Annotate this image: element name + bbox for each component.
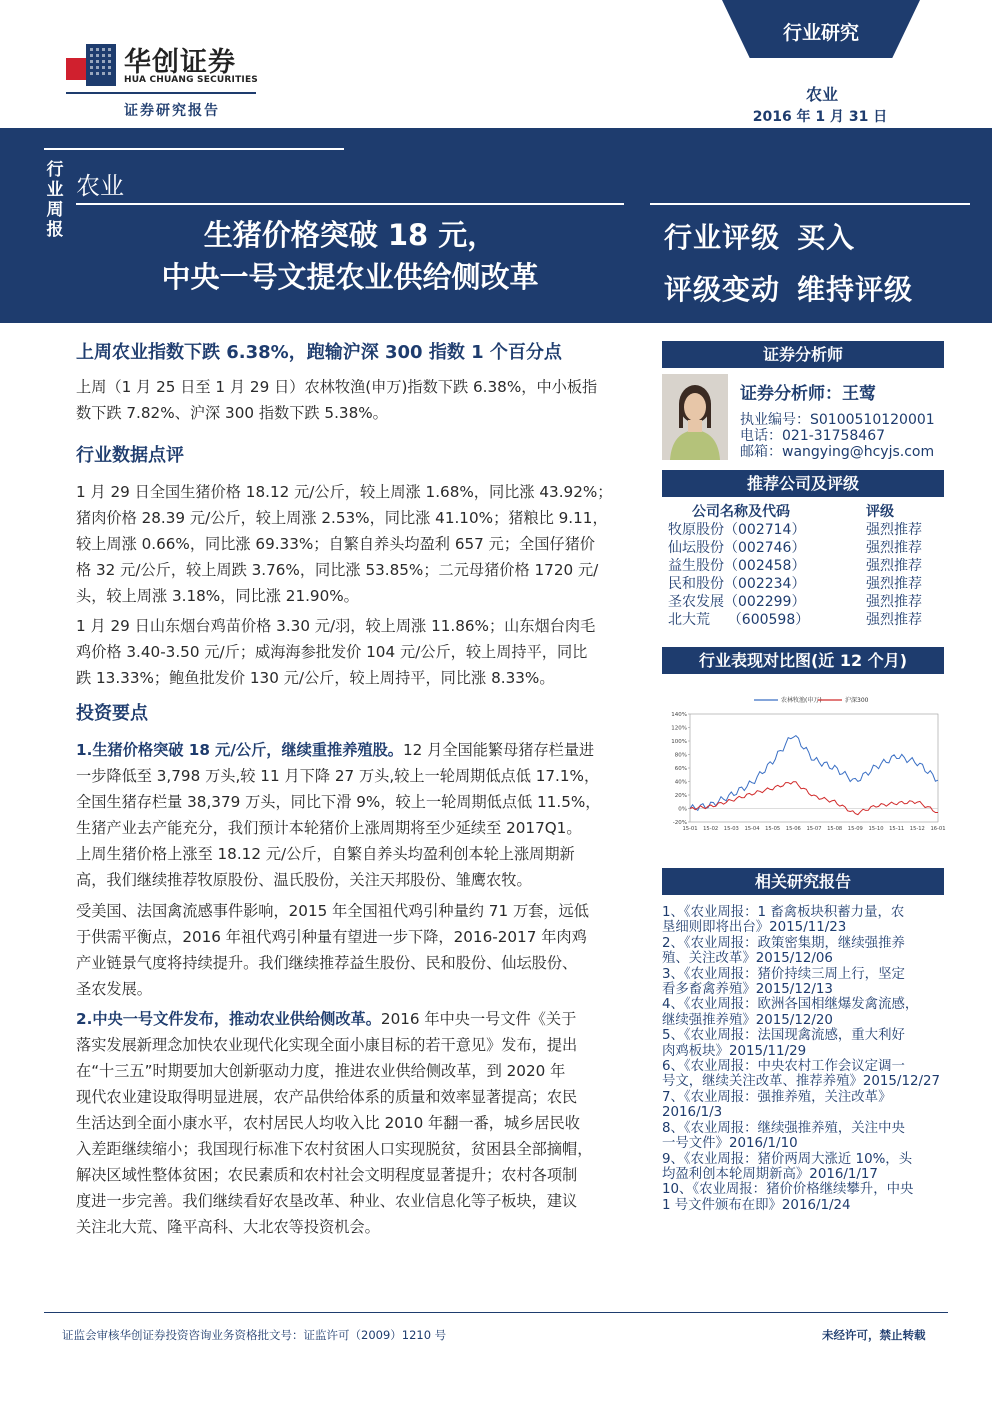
report-item-title[interactable]: 5、《农业周报：法国现禽流感，重大利好 [662,1028,905,1044]
footer-license: 证监会审核华创证券投资咨询业务资格批文号：证监许可（2009）1210 号 [62,1328,447,1342]
performance-chart [662,688,944,858]
x-tick-label: 15-02 [703,826,719,832]
report-item-date[interactable]: 2016/1/3 [662,1105,723,1121]
investment-point-1 [76,737,624,893]
table-row [668,575,938,593]
banner-rule-top [44,148,344,150]
report-item-title[interactable]: 4、《农业周报：欧洲各国相继爆发禽流感， [662,997,919,1013]
text-span: 12 月全国能繁母猪存栏量进 [402,741,595,759]
report-type-label: 证券研究报告 [124,103,220,119]
report-item-date[interactable]: 一号文件》2016/1/10 [662,1136,798,1152]
y-tick-label: 20% [674,793,687,799]
plot-frame [690,714,938,822]
report-item-date[interactable]: 均盈利创本轮周期新高》2016/1/17 [662,1166,878,1182]
report-item-date[interactable]: 继续强推养殖》2015/12/20 [662,1012,833,1028]
text-line: 生活达到全面小康水平，农村居民人均收入比 2010 年翻一番，城乡居民收 [76,1114,580,1132]
text-line: 跌 13.33%；鲍鱼批发价 130 元/公斤，较上周持平，同比涨 8.33%。 [76,669,555,687]
table-header [668,503,938,521]
analyst-box-title: 证券分析师 [662,341,944,368]
x-tick-label: 15-01 [682,826,698,832]
text-line: 数下跌 7.82%、沪深 300 指数下跌 5.38%。 [76,404,388,422]
category-tab-label: 行业研究 [782,22,859,44]
stock-rating: 强烈推荐 [866,576,922,592]
point-2-heading: 2.中央一号文件发布，推动农业供给侧改革。 [76,1010,381,1028]
text-line: 上周生猪价格上涨至 18.12 元/公斤，自繁自养头均盈利创本轮上涨周期新 [76,845,575,863]
stock-name: 民和股份（002234） [668,576,806,592]
text-line: 受美国、法国禽流感事件影响，2015 年全国祖代鸡引种量约 71 万套，远低 [76,902,589,920]
footer-divider [44,1312,948,1313]
table-row [668,521,938,539]
analyst-portrait-icon [662,374,728,460]
text-line: 关注北大荒、隆平高科、大北农等投资机会。 [76,1218,380,1236]
y-tick-label: -20% [672,820,687,826]
intro-paragraph [76,374,624,426]
header-sector: 农业 [805,85,838,104]
y-tick-label: 100% [671,739,687,745]
stock-table [668,503,938,629]
analyst-photo [662,374,728,460]
table-row [668,611,938,629]
text-line: 1 月 29 日全国生猪价格 18.12 元/公斤，较上周涨 1.68%，同比涨 43.92%； [76,483,613,501]
vertical-char: 报 [46,220,64,240]
x-tick-label: 15-03 [723,826,739,832]
stock-name: 圣农发展（002299） [668,594,806,610]
rating-label: 行业评级 [664,221,781,254]
x-tick-label: 15-06 [785,826,801,832]
text-line: 上周（1 月 25 日至 1 月 29 日）农林牧渔(申万)指数下跌 6.38%，中小板指 [76,378,598,396]
text-line: 高，我们继续推荐牧原股份、温氏股份，关注天邦股份、雏鹰农牧。 [76,871,532,889]
report-item-date[interactable]: 看多畜禽养殖》2015/12/13 [662,982,833,998]
investment-poultry-paragraph [76,898,624,1002]
report-list [662,905,944,1213]
x-tick-label: 15-04 [744,826,760,832]
banner-rule-right [650,203,970,205]
report-item-title[interactable]: 8、《农业周报：继续强推养殖，关注中央 [662,1120,905,1136]
report-kind-vertical [44,160,66,240]
reports-box-title: 相关研究报告 [662,868,944,895]
x-tick-label: 16-01 [930,826,946,832]
stock-rating: 强烈推荐 [866,612,922,628]
stocks-box-title: 推荐公司及评级 [662,470,944,497]
x-tick-label: 15-10 [868,826,884,832]
analyst-name: 证券分析师：王莺 [740,384,876,404]
table-row [668,557,938,575]
perf-box-title: 行业表现对比图(近 12 个月) [662,647,944,674]
stock-name: 仙坛股份（002746） [668,540,806,556]
text-line: 头，较上周涨 3.18%，同比涨 21.90%。 [76,587,359,605]
report-item-date[interactable]: 垦细则即将出台》2015/11/23 [662,920,847,936]
report-item-date[interactable]: 肉鸡板块》2015/11/29 [662,1043,807,1059]
rating-change-label: 评级变动 [664,273,781,306]
stock-name: 益生股份（002458） [668,558,806,574]
data-paragraph-poultry [76,613,624,691]
x-tick-label: 15-09 [847,826,863,832]
text-line: 鸡价格 3.40-3.50 元/斤；威海海参批发价 104 元/公斤，较上周持平，同比 [76,643,588,661]
report-item-title[interactable]: 6、《农业周报：中央农村工作会议定调一 [662,1059,905,1075]
report-item-date[interactable]: 1 号文件颁布在即》2016/1/24 [662,1197,851,1213]
vertical-char: 周 [46,200,64,220]
stock-name: 牧原股份（002714） [668,522,806,538]
report-title-line2: 中央一号文提农业供给侧改革 [161,260,539,294]
series-line-agri [690,736,938,811]
report-item-title[interactable]: 9、《农业周报：猪价两周大涨近 10%，头 [662,1151,913,1167]
text-line: 于供需平衡点，2016 年祖代鸡引种量有望进一步下降，2016-2017 年肉鸡 [76,928,587,946]
point-1-heading: 1.生猪价格突破 18 元/公斤，继续重推养殖股。 [76,741,403,759]
x-tick-label: 15-05 [765,826,781,832]
table-row [668,539,938,557]
analyst-license: 执业编号：S0100510120001 [740,412,935,428]
banner-rule-mid [76,203,624,205]
text-line: 格 32 元/公斤，较上周跌 3.76%，同比涨 53.85%；二元母猪价格 1720 元/ [76,561,599,579]
stock-rating: 强烈推荐 [866,522,922,538]
headline: 上周农业指数下跌 6.38%，跑输沪深 300 指数 1 个百分点 [76,342,562,363]
report-date: 2016 年 1 月 31 日 [752,109,888,125]
text-line: 猪肉价格 28.39 元/公斤，较上周涨 2.53%，同比涨 41.10%；猪粮比 9.11， [76,509,608,527]
analyst-phone: 电话：021-31758467 [740,428,886,444]
text-line: 度进一步完善。我们继续看好农垦改革、种业、农业信息化等子板块，建议 [76,1192,578,1210]
stock-rating: 强烈推荐 [866,558,922,574]
section-title-investment: 投资要点 [76,703,148,724]
vertical-char: 行 [46,160,64,180]
section-title-data: 行业数据点评 [76,445,184,466]
report-title-line1: 生猪价格突破 18 元， [203,218,497,252]
report-item-title[interactable]: 10、《农业周报：猪价价格继续攀升，中央 [662,1182,914,1198]
y-tick-label: 40% [674,779,687,786]
y-tick-label: 60% [674,766,687,772]
legend-label: 沪深300 [845,697,869,704]
investment-point-2 [76,1006,624,1240]
company-logo-icon [66,42,120,94]
text-line: 较上周涨 0.66%，同比涨 69.33%；自繁自养头均盈利 657 元；全国仔猪价 [76,535,595,553]
text-line: 圣农发展。 [76,980,152,998]
header-divider [66,92,256,94]
table-row [668,593,938,611]
x-tick-label: 15-08 [827,826,843,832]
stock-name: 北大荒 （600598） [668,612,810,628]
text-line: 解决区域性整体贫困；农民素质和农村社会文明程度显著提升；农村各项制 [76,1166,578,1184]
report-item-title[interactable]: 1、《农业周报：1 畜禽板块积蓄力量，农 [662,905,905,920]
rating-value: 买入 [797,221,856,254]
text-line: 一步降低至 3,798 万头,较 11 月下降 27 万头,较上一轮周期低点低 17.1%， [76,767,600,785]
rating-change-value: 维持评级 [797,273,914,306]
column-header-rating: 评级 [866,504,894,520]
legend-label: 农林牧渔(申万) [781,697,822,704]
data-paragraph-hog [76,479,624,609]
vertical-char: 业 [46,180,64,200]
y-tick-label: 80% [674,752,687,759]
footer-notice: 未经许可，禁止转载 [822,1328,926,1342]
logo-english-name: HUA CHUANG SECURITIES [124,75,258,85]
report-item-title[interactable]: 3、《农业周报：猪价持续三周上行，坚定 [662,966,905,982]
report-item-date[interactable]: 号文，继续关注改革、推荐养殖》2015/12/27 [662,1074,941,1090]
x-tick-label: 15-07 [806,826,822,832]
analyst-email[interactable]: 邮箱：wangying@hcyjs.com [740,444,935,460]
text-line: 全国生猪存栏量 38,379 万头，同比下滑 9%，较上一轮周期低点低 11.5%， [76,793,601,811]
report-item-date[interactable]: 殖、关注改革》2015/12/06 [662,951,833,967]
x-tick-label: 15-12 [909,826,925,832]
text-line: 1 月 29 日山东烟台鸡苗价格 3.30 元/羽，较上周涨 11.86%；山东烟台肉毛 [76,617,596,635]
column-header-company: 公司名称及代码 [692,504,790,520]
text-span: 2016 年中央一号文件《关于 [380,1010,577,1028]
banner-sector: 农业 [76,172,124,200]
text-line: 现代农业建设取得明显进展，农产品供给体系的质量和效率显著提高；农民 [76,1088,578,1106]
logo-chinese-name: 华创证券 [124,47,236,78]
text-line: 入差距继续缩小；我国现行标准下农村贫困人口实现脱贫，贫困县全部摘帽， [76,1140,593,1158]
text-line: 生猪产业去产能充分，我们预计本轮猪价上涨周期将至少延续至 2017Q1。 [76,819,582,837]
y-tick-label: 120% [671,725,687,732]
x-tick-label: 15-11 [889,826,905,832]
y-tick-label: 0% [678,806,687,813]
text-line: 落实发展新理念加快农业现代化实现全面小康目标的若干意见》发布，提出 [76,1036,578,1054]
stock-rating: 强烈推荐 [866,540,922,556]
text-line: 产业链景气度将持续提升。我们继续推荐益生股份、民和股份、仙坛股份、 [76,954,578,972]
report-item-title[interactable]: 2、《农业周报：政策密集期，继续强推养 [662,935,905,951]
stock-rating: 强烈推荐 [866,594,922,610]
text-line: 在“十三五”时期要加大创新驱动力度，推进农业供给侧改革，到 2020 年 [76,1062,566,1080]
y-tick-label: 140% [671,712,687,718]
report-item-title[interactable]: 7、《农业周报：强推养殖，关注改革》 [662,1089,892,1105]
